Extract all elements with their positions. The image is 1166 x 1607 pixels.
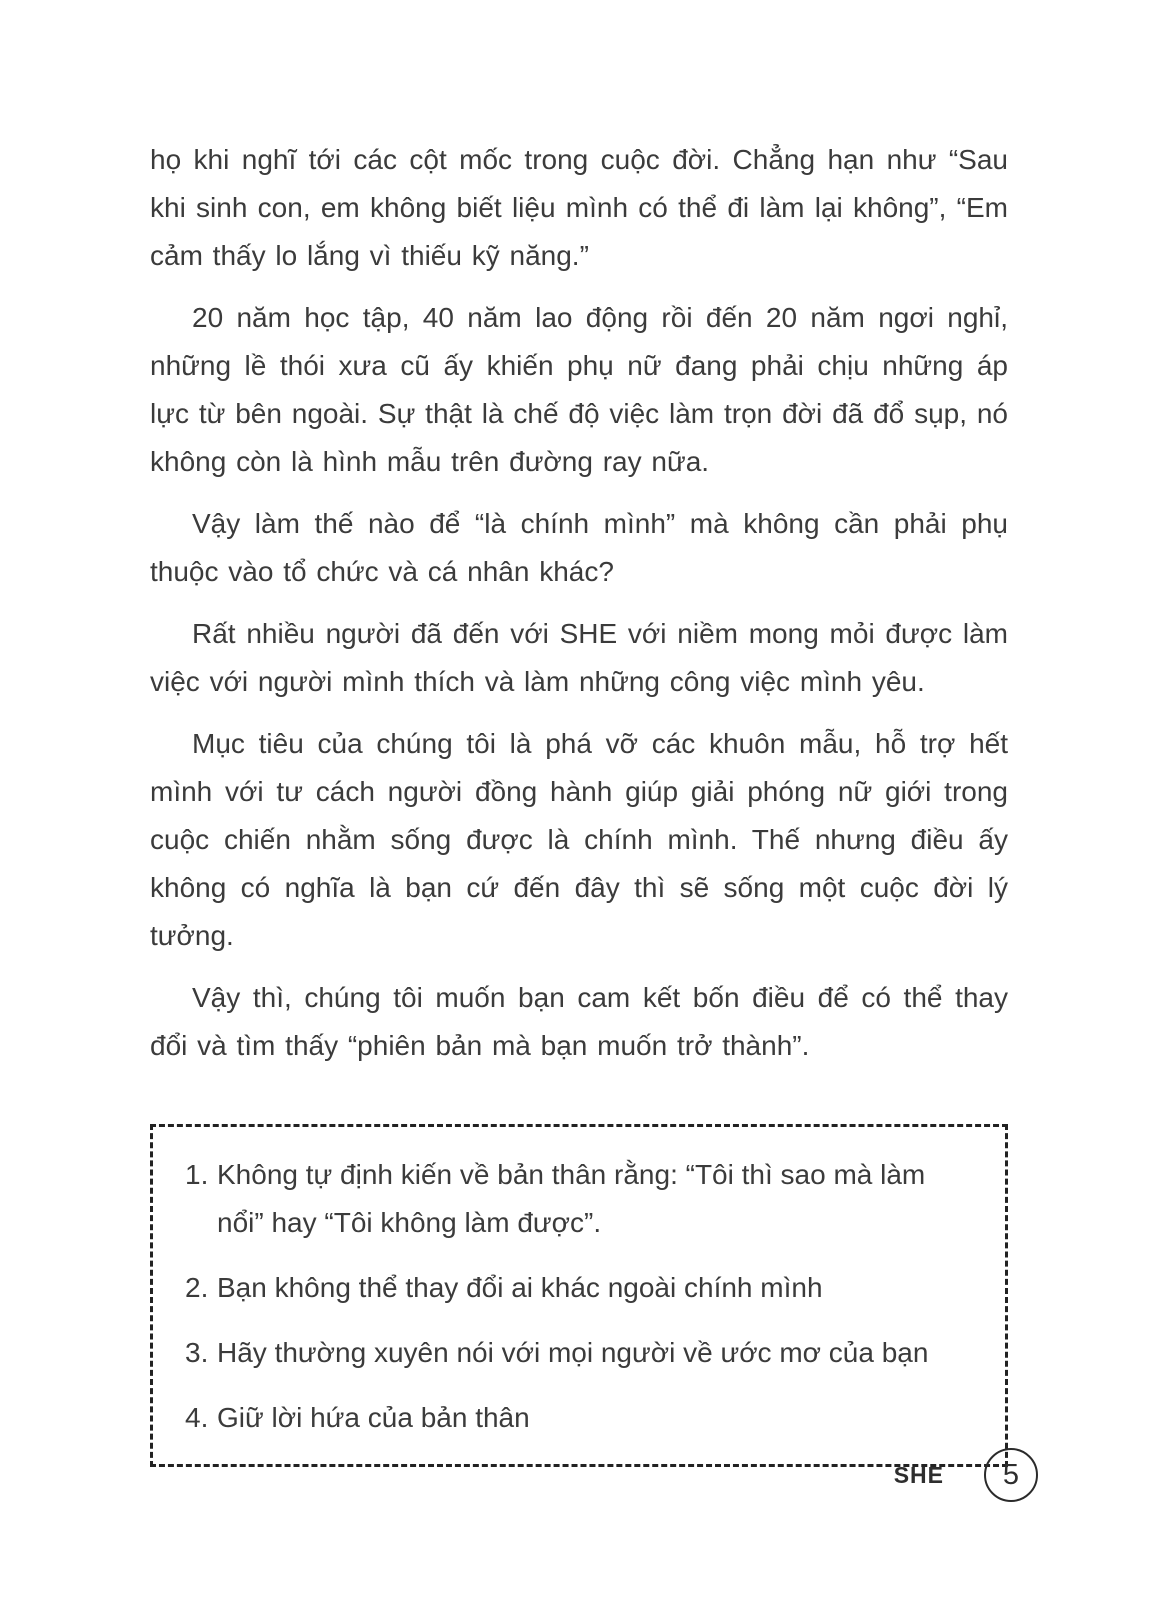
commitments-box [150,1124,1008,1467]
paragraph: 20 năm học tập, 40 năm lao động rồi đến 20 năm ngơi nghỉ, những lề thói xưa cũ ấy khiến phụ nữ đang phải chịu những áp lực từ bên ngoài. Sự thật là chế độ việc làm trọn đời đã đổ sụp, nó không còn là hình mẫu trên đường ray nữa. [150,302,1008,477]
list-item-text: Bạn không thể thay đổi ai khác ngoài chính mình [217,1272,823,1303]
paragraph: Vậy thì, chúng tôi muốn bạn cam kết bốn điều để có thể thay đổi và tìm thấy “phiên bản mà bạn muốn trở thành”. [150,982,1008,1061]
page-number-badge [984,1448,1038,1502]
list-item-number: 1. [185,1159,209,1190]
list-item-text: Không tự định kiến về bản thân rằng: “Tôi thì sao mà làm nổi” hay “Tôi không làm được”. [217,1159,926,1238]
list-item [185,1264,975,1312]
list-item [185,1394,975,1442]
page-footer [894,1448,1038,1502]
list-item-text: Hãy thường xuyên nói với mọi người về ước mơ của bạn [217,1337,929,1368]
paragraph: Vậy làm thế nào để “là chính mình” mà không cần phải phụ thuộc vào tổ chức và cá nhân khác? [150,508,1008,587]
list-item-text: Giữ lời hứa của bản thân [217,1402,530,1433]
paragraph: họ khi nghĩ tới các cột mốc trong cuộc đời. Chẳng hạn như “Sau khi sinh con, em không biết liệu mình có thể đi làm lại không”, “Em cảm thấy lo lắng vì thiếu kỹ năng.” [150,144,1008,271]
list-item-number: 2. [185,1272,209,1303]
list-item [185,1151,975,1247]
paragraph: Mục tiêu của chúng tôi là phá vỡ các khuôn mẫu, hỗ trợ hết mình với tư cách người đồng hành giúp giải phóng nữ giới trong cuộc chiến nhằm sống được là chính mình. Thế nhưng điều ấy không có nghĩa là bạn cứ đến đây thì sẽ sống một cuộc đời lý tưởng. [150,728,1008,951]
paragraph: Rất nhiều người đã đến với SHE với niềm mong mỏi được làm việc với người mình thích và làm những công việc mình yêu. [150,618,1008,697]
list-item-number: 3. [185,1337,209,1368]
brand-label: SHE [893,1461,944,1488]
list-item [185,1329,975,1377]
list-item-number: 4. [185,1402,209,1433]
page-number: 5 [1002,1458,1020,1491]
